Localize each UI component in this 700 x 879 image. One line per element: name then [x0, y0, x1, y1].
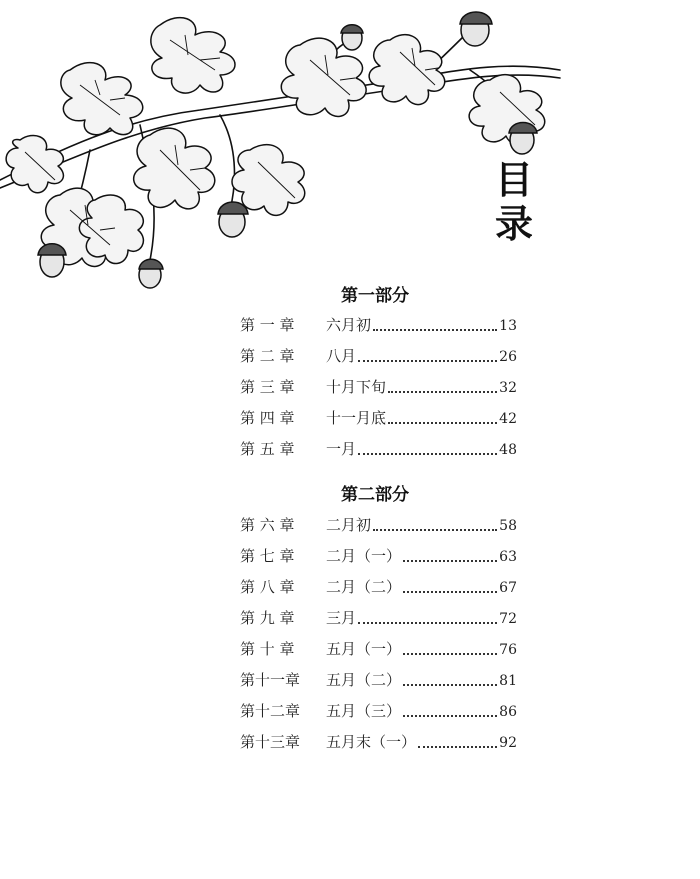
dot-leader [388, 390, 497, 393]
chapter-label: 第十三章 [240, 733, 301, 751]
page-number: 32 [499, 380, 517, 396]
chapter-title: 十一月底 [326, 409, 387, 427]
dot-leader [373, 528, 497, 531]
dot-leader [388, 421, 497, 424]
chapter-title: 五月（三） [326, 702, 402, 720]
page-number: 81 [499, 673, 517, 689]
toc-entry[interactable] [240, 699, 517, 723]
toc-entry[interactable] [240, 606, 517, 630]
toc-entry[interactable] [240, 575, 517, 599]
toc-entry[interactable] [240, 406, 517, 430]
page-number: 72 [499, 611, 517, 627]
chapter-title: 十月下旬 [326, 378, 387, 396]
chapter-label: 第十二章 [240, 702, 301, 720]
chapter-label: 第 十 章 [240, 640, 295, 658]
page-number: 13 [499, 318, 517, 334]
toc-entry[interactable] [240, 668, 517, 692]
chapter-label: 第 五 章 [240, 440, 295, 458]
oak-branch-illustration [0, 0, 580, 310]
chapter-title: 二月（二） [326, 578, 402, 596]
page-number: 42 [499, 411, 517, 427]
toc-entry[interactable] [240, 375, 517, 399]
dot-leader [403, 590, 497, 593]
toc-entry[interactable] [240, 544, 517, 568]
chapter-label: 第 一 章 [240, 316, 295, 334]
toc-entry[interactable] [240, 437, 517, 461]
page-number: 58 [499, 518, 517, 534]
chapter-label: 第 七 章 [240, 547, 295, 565]
page-number: 26 [499, 349, 517, 365]
chapter-title: 二月（一） [326, 547, 402, 565]
dot-leader [358, 621, 497, 624]
toc-title-char-2: 录 [494, 202, 533, 246]
chapter-title: 八月 [326, 347, 357, 365]
page-number: 76 [499, 642, 517, 658]
page-number: 48 [499, 442, 517, 458]
dot-leader [358, 452, 497, 455]
chapter-title: 一月 [326, 440, 357, 458]
page-number: 63 [499, 549, 517, 565]
dot-leader [403, 683, 497, 686]
toc-entry[interactable] [240, 313, 517, 337]
page-number: 92 [499, 735, 517, 751]
toc-title-char-1: 目 [494, 158, 533, 202]
toc-entry[interactable] [240, 513, 517, 537]
chapter-label: 第 九 章 [240, 609, 295, 627]
chapter-label: 第 二 章 [240, 347, 295, 365]
dot-leader [403, 714, 497, 717]
part-1-heading: 第一部分 [341, 286, 409, 306]
chapter-title: 五月末（一） [326, 733, 417, 751]
chapter-title: 六月初 [326, 316, 372, 334]
chapter-label: 第 八 章 [240, 578, 295, 596]
part-2-heading: 第二部分 [341, 485, 409, 505]
chapter-label: 第 四 章 [240, 409, 295, 427]
chapter-label: 第 三 章 [240, 378, 295, 396]
toc-title [492, 158, 536, 246]
dot-leader [373, 328, 497, 331]
toc-entry[interactable] [240, 344, 517, 368]
chapter-label: 第十一章 [240, 671, 301, 689]
dot-leader [403, 559, 497, 562]
toc-entry[interactable] [240, 637, 517, 661]
dot-leader [418, 745, 497, 748]
page-number: 86 [499, 704, 517, 720]
chapter-title: 五月（一） [326, 640, 402, 658]
chapter-label: 第 六 章 [240, 516, 295, 534]
dot-leader [403, 652, 497, 655]
chapter-title: 五月（二） [326, 671, 402, 689]
toc-entry[interactable] [240, 730, 517, 754]
chapter-title: 三月 [326, 609, 357, 627]
dot-leader [358, 359, 497, 362]
page-number: 67 [499, 580, 517, 596]
chapter-title: 二月初 [326, 516, 372, 534]
